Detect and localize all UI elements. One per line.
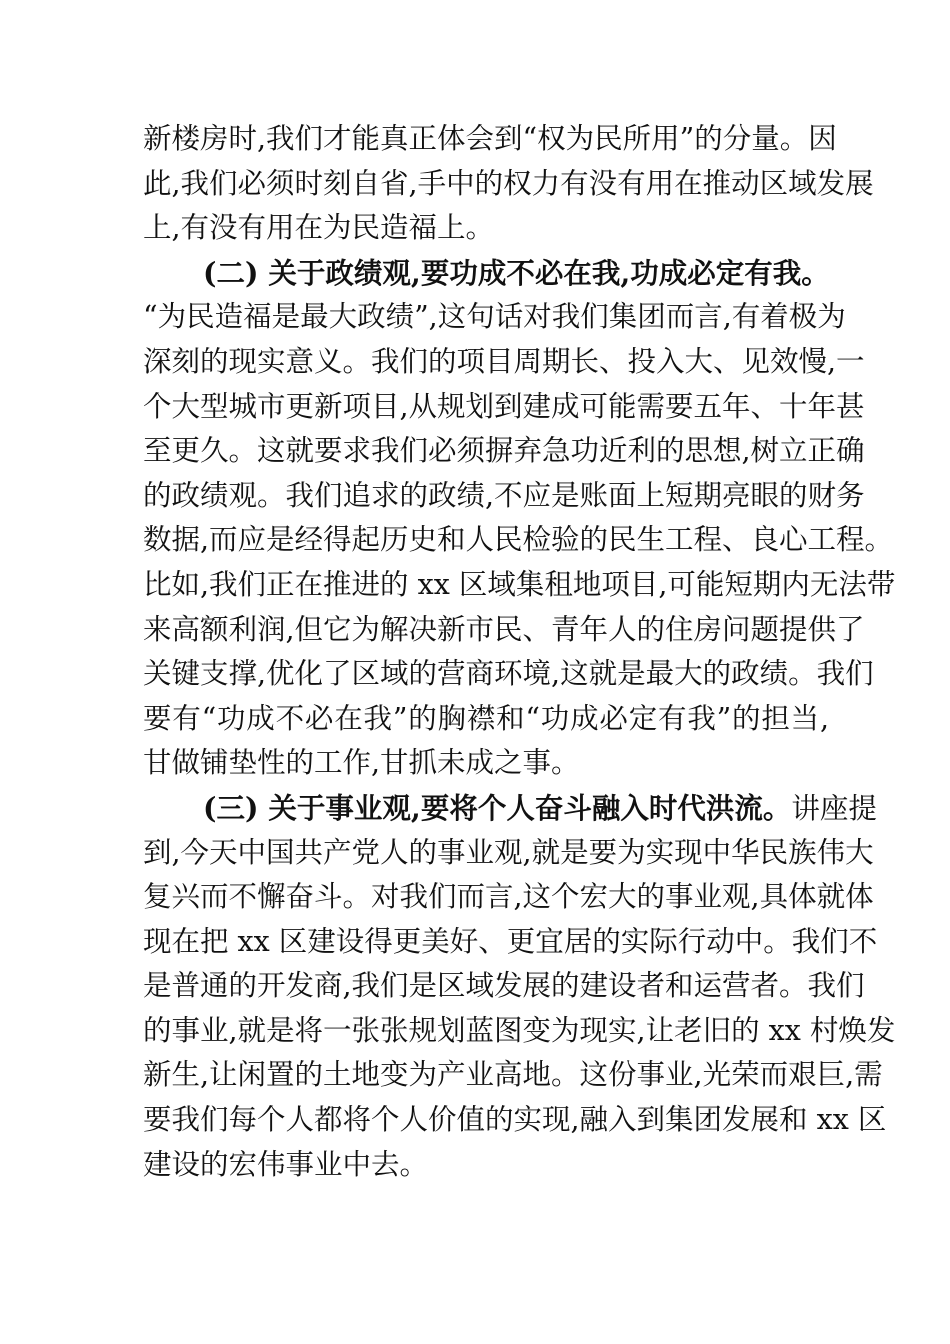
text-line: 要我们每个人都将个人价值的实现,融入到集团发展和 xx 区 — [143, 1103, 887, 1137]
text-line: 要有“功成不必在我”的胸襟和“功成必定有我”的担当, — [143, 701, 829, 735]
heading-line — [143, 786, 877, 831]
document-page — [143, 117, 896, 1187]
text-line: 新楼房时,我们才能真正体会到“权为民所用”的分量。因 — [143, 122, 837, 155]
text-line: 到,今天中国共产党人的事业观,就是要为实现中华民族伟大 — [143, 835, 874, 869]
text-line: 复兴而不懈奋斗。对我们而言,这个宏大的事业观,具体就体 — [143, 880, 874, 914]
paragraph-power-view — [143, 117, 874, 251]
paragraph-career-view — [143, 786, 896, 1187]
text-line: 比如,我们正在推进的 xx 区域集租地项目,可能短期内无法带 — [143, 567, 896, 601]
section-heading: (二) 关于政绩观,要功成不必在我,功成必定有我。 — [203, 255, 830, 290]
text-line: 深刻的现实意义。我们的项目周期长、投入大、见效慢,一 — [143, 344, 865, 378]
text-line: 的事业,就是将一张张规划蓝图变为现实,让老旧的 xx 村焕发 — [143, 1013, 896, 1047]
section-heading: (三) 关于事业观,要将个人奋斗融入时代洪流。 — [203, 790, 792, 825]
text-line: 新生,让闲置的土地变为产业高地。这份事业,光荣而艰巨,需 — [143, 1058, 883, 1092]
heading-tail-text: 讲座提 — [791, 791, 877, 825]
text-line: 甘做铺垫性的工作,甘抓未成之事。 — [143, 746, 580, 780]
text-line: 是普通的开发商,我们是区域发展的建设者和运营者。我们 — [143, 969, 865, 1003]
text-line: 上,有没有用在为民造福上。 — [143, 211, 495, 245]
text-line: 个大型城市更新项目,从规划到建成可能需要五年、十年甚 — [143, 389, 865, 423]
text-line: 数据,而应是经得起历史和人民检验的民生工程、良心工程。 — [143, 523, 894, 557]
text-line: 此,我们必须时刻自省,手中的权力有没有用在推动区域发展 — [143, 166, 874, 200]
paragraph-performance-view — [143, 251, 896, 786]
text-line: 关键支撑,优化了区域的营商环境,这就是最大的政绩。我们 — [143, 657, 874, 691]
text-line: 建设的宏伟事业中去。 — [143, 1147, 429, 1181]
text-line: 至更久。这就要求我们必须摒弃急功近利的思想,树立正确 — [143, 434, 865, 468]
text-line: 来高额利润,但它为解决新市民、青年人的住房问题提供了 — [143, 612, 865, 646]
text-line: “为民造福是最大政绩”,这句话对我们集团而言,有着极为 — [143, 300, 846, 334]
text-line: 现在把 xx 区建设得更美好、更宜居的实际行动中。我们不 — [143, 924, 878, 958]
text-line: 的政绩观。我们追求的政绩,不应是账面上短期亮眼的财务 — [143, 478, 865, 512]
